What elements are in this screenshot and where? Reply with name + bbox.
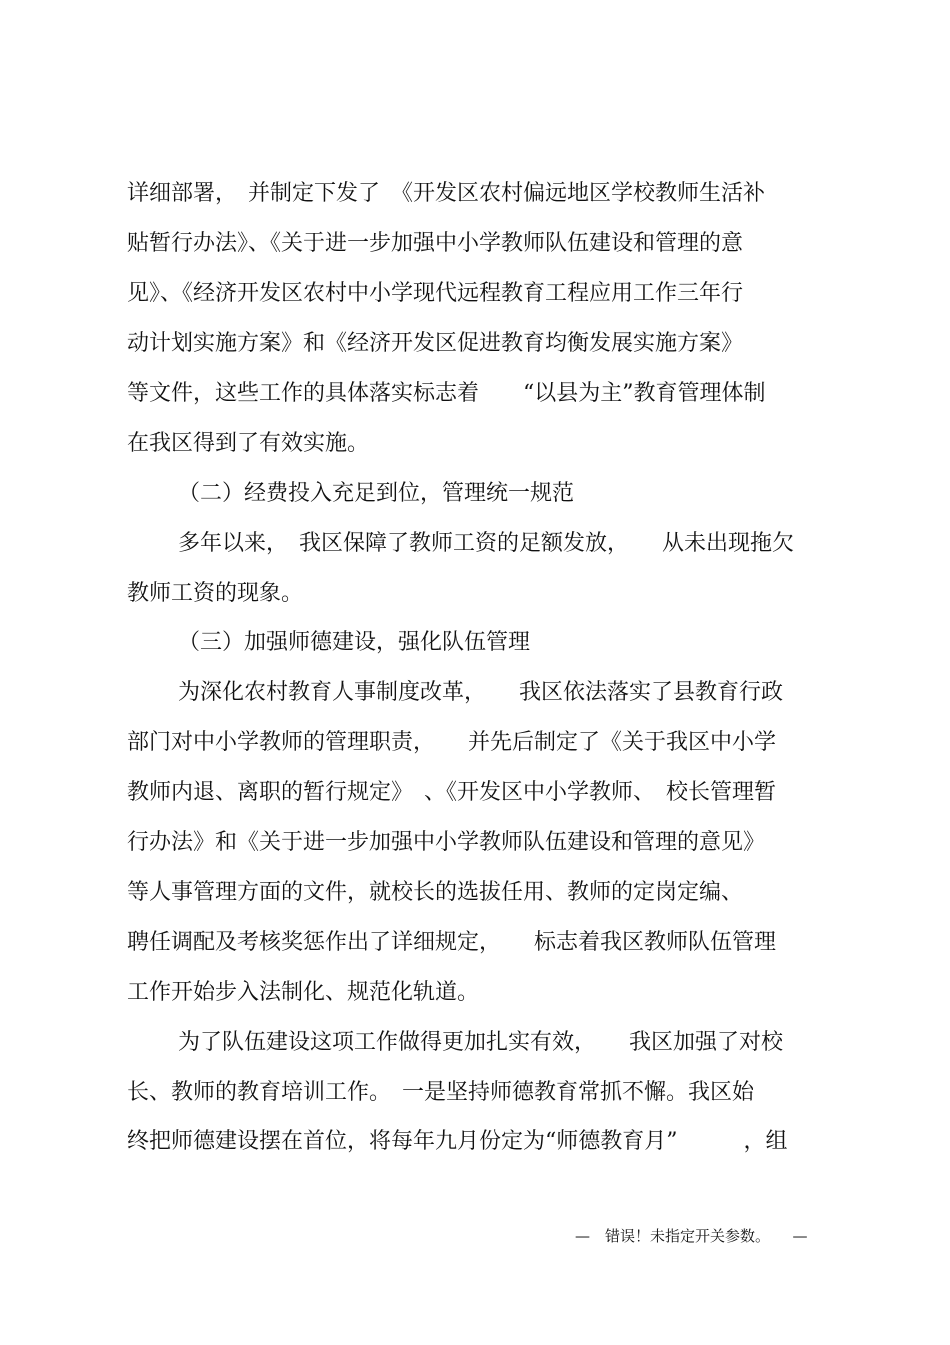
body-line: 见》、《经济开发区农村中小学现代远程教育工程应用工作三年行 <box>127 281 744 306</box>
paragraph-line: 为深化农村教育人事制度改革， 我区依法落实了县教育行政 <box>178 680 784 705</box>
paragraph-line: 为了队伍建设这项工作做得更加扎实有效， 我区加强了对校 <box>178 1030 784 1055</box>
paragraph-line: 聘任调配及考核奖惩作出了详细规定， 标志着我区教师队伍管理 <box>127 930 777 955</box>
page-footer: — 错误！未指定开关参数。 — <box>575 1227 808 1245</box>
paragraph-line: 长、教师的教育培训工作。 一是坚持师德教育常抓不懈。我区始 <box>127 1080 755 1105</box>
body-line: 在我区得到了有效实施。 <box>127 431 370 456</box>
section-heading-2: （二）经费投入充足到位，管理统一规范 <box>178 481 575 506</box>
body-line: 详细部署， 并制定下发了 《开发区农村偏远地区学校教师生活补 <box>127 181 766 206</box>
paragraph-line: 终把师德建设摆在首位，将每年九月份定为“师德教育月” ，组 <box>127 1129 788 1154</box>
paragraph-line: 等人事管理方面的文件，就校长的选拔任用、教师的定岗定编、 <box>127 880 744 905</box>
paragraph-line: 行办法》和《关于进一步加强中小学教师队伍建设和管理的意见》 <box>127 830 766 855</box>
body-line: 贴暂行办法》、《关于进一步加强中小学教师队伍建设和管理的意 <box>127 231 744 256</box>
body-line: 等文件，这些工作的具体落实标志着 “以县为主”教育管理体制 <box>127 381 766 406</box>
paragraph-line: 部门对中小学教师的管理职责， 并先后制定了《关于我区中小学 <box>127 730 777 755</box>
paragraph-line: 教师工资的现象。 <box>127 581 304 606</box>
body-line: 动计划实施方案》和《经济开发区促进教育均衡发展实施方案》 <box>127 331 744 356</box>
paragraph-line: 工作开始步入法制化、规范化轨道。 <box>127 980 480 1005</box>
section-heading-3: （三）加强师德建设，强化队伍管理 <box>178 630 531 655</box>
paragraph-line: 多年以来， 我区保障了教师工资的足额发放， 从未出现拖欠 <box>178 531 795 556</box>
paragraph-line: 教师内退、离职的暂行规定》 、《开发区中小学教师、 校长管理暂 <box>127 780 777 805</box>
